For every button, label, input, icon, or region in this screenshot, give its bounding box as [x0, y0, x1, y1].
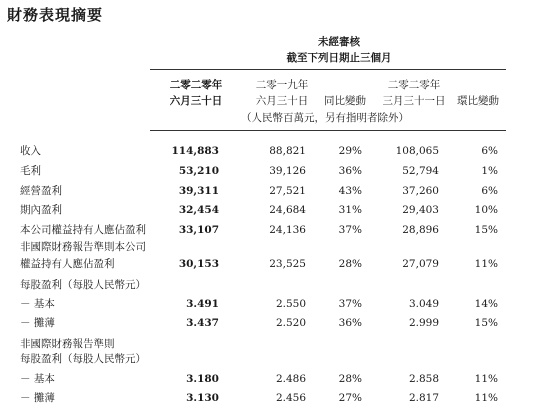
yoy-change: 31% — [338, 204, 362, 216]
value-2019-jun: 24,136 — [269, 224, 306, 236]
row-label: 每股盈利（每股人民幣元） — [20, 279, 146, 291]
yoy-change: 36% — [338, 317, 362, 329]
col3-header: 同比變動 — [324, 95, 366, 107]
qoq-change: 15% — [474, 224, 498, 236]
qoq-change: 11% — [474, 258, 498, 270]
table-row — [0, 371, 550, 387]
table-row — [0, 143, 550, 159]
qoq-change: 1% — [481, 165, 498, 177]
value-2020-mar: 2.999 — [408, 317, 439, 329]
value-2020-jun: 3.437 — [186, 317, 219, 329]
table-row — [0, 277, 550, 293]
value-2019-jun: 2.486 — [275, 373, 306, 385]
value-2020-mar: 29,403 — [402, 204, 439, 216]
yoy-change: 43% — [338, 185, 362, 197]
table-row — [0, 239, 550, 255]
value-2020-jun: 3.491 — [186, 298, 219, 310]
period-label: 截至下列日期止三個月 — [286, 52, 392, 64]
unaudited-label: 未經審核 — [318, 36, 360, 48]
row-label: 本公司權益持有人應佔盈利 — [20, 224, 146, 236]
value-2020-mar: 52,794 — [402, 165, 439, 177]
table-row — [0, 296, 550, 312]
yoy-change: 28% — [338, 258, 362, 270]
table-row — [0, 351, 550, 367]
col5-header: 環比變動 — [457, 95, 499, 107]
table-row — [0, 336, 550, 352]
value-2019-jun: 2.520 — [275, 317, 306, 329]
qoq-change: 11% — [474, 373, 498, 385]
table-row — [0, 222, 550, 238]
value-2020-jun: 32,454 — [178, 204, 219, 216]
yoy-change: 29% — [338, 145, 362, 157]
value-2020-mar: 2.858 — [408, 373, 439, 385]
header-divider — [150, 69, 506, 70]
value-2020-mar: 37,260 — [402, 185, 439, 197]
qoq-change: 11% — [474, 392, 498, 404]
qoq-change: 6% — [481, 145, 498, 157]
row-label: 非國際財務報告準則本公司 — [20, 241, 146, 253]
col4-header-line2: 三月三十一日 — [382, 95, 446, 107]
row-label: 期內盈利 — [20, 204, 62, 216]
row-label: 非國際財務報告準則 — [20, 338, 115, 350]
table-row — [0, 202, 550, 218]
yoy-change: 28% — [338, 373, 362, 385]
value-2020-jun: 39,311 — [178, 185, 219, 197]
header-bottom-divider — [150, 130, 506, 131]
value-2020-mar: 27,079 — [402, 258, 439, 270]
row-label: － 攤薄 — [20, 392, 55, 404]
value-2020-jun: 30,153 — [178, 258, 219, 270]
qoq-change: 10% — [474, 204, 498, 216]
qoq-change: 15% — [474, 317, 498, 329]
row-label: 經營盈利 — [20, 185, 62, 197]
value-2019-jun: 24,684 — [269, 204, 306, 216]
value-2020-mar: 2.817 — [408, 392, 439, 404]
col1-header-line1: 二零二零年 — [169, 79, 223, 91]
value-2019-jun: 23,525 — [269, 258, 306, 270]
value-2020-jun: 53,210 — [178, 165, 219, 177]
yoy-change: 27% — [338, 392, 362, 404]
col4-header-line1: 二零二零年 — [387, 79, 441, 91]
yoy-change: 36% — [338, 165, 362, 177]
value-2019-jun: 39,126 — [269, 165, 306, 177]
col2-header-line1: 二零一九年 — [255, 79, 309, 91]
value-2020-jun: 3.130 — [186, 392, 219, 404]
yoy-change: 37% — [338, 224, 362, 236]
row-label: － 基本 — [20, 373, 55, 385]
table-row — [0, 315, 550, 331]
value-2020-mar: 28,896 — [402, 224, 439, 236]
value-2019-jun: 27,521 — [269, 185, 306, 197]
table-row — [0, 163, 550, 179]
page-title: 財務表現摘要 — [7, 6, 104, 24]
qoq-change: 14% — [474, 298, 498, 310]
qoq-change: 6% — [481, 185, 498, 197]
value-2019-jun: 2.550 — [275, 298, 306, 310]
value-2020-mar: 108,065 — [395, 145, 439, 157]
table-row — [0, 183, 550, 199]
row-label: － 基本 — [20, 298, 55, 310]
col1-header-line2: 六月三十日 — [169, 95, 223, 107]
col2-header-line2: 六月三十日 — [255, 95, 309, 107]
yoy-change: 37% — [338, 298, 362, 310]
row-label: 權益持有人應佔盈利 — [20, 258, 115, 270]
row-label: 每股盈利（每股人民幣元） — [20, 353, 146, 365]
value-2019-jun: 88,821 — [269, 145, 306, 157]
value-2020-jun: 3.180 — [186, 373, 219, 385]
value-2020-jun: 114,883 — [171, 145, 219, 157]
table-row — [0, 390, 550, 406]
unit-note: （人民幣百萬元，另有指明者除外） — [241, 112, 409, 124]
value-2020-jun: 33,107 — [178, 224, 219, 236]
value-2019-jun: 2.456 — [275, 392, 306, 404]
table-row — [0, 256, 550, 272]
row-label: 毛利 — [20, 165, 41, 177]
value-2020-mar: 3.049 — [408, 298, 439, 310]
row-label: － 攤薄 — [20, 317, 55, 329]
row-label: 收入 — [20, 145, 41, 157]
